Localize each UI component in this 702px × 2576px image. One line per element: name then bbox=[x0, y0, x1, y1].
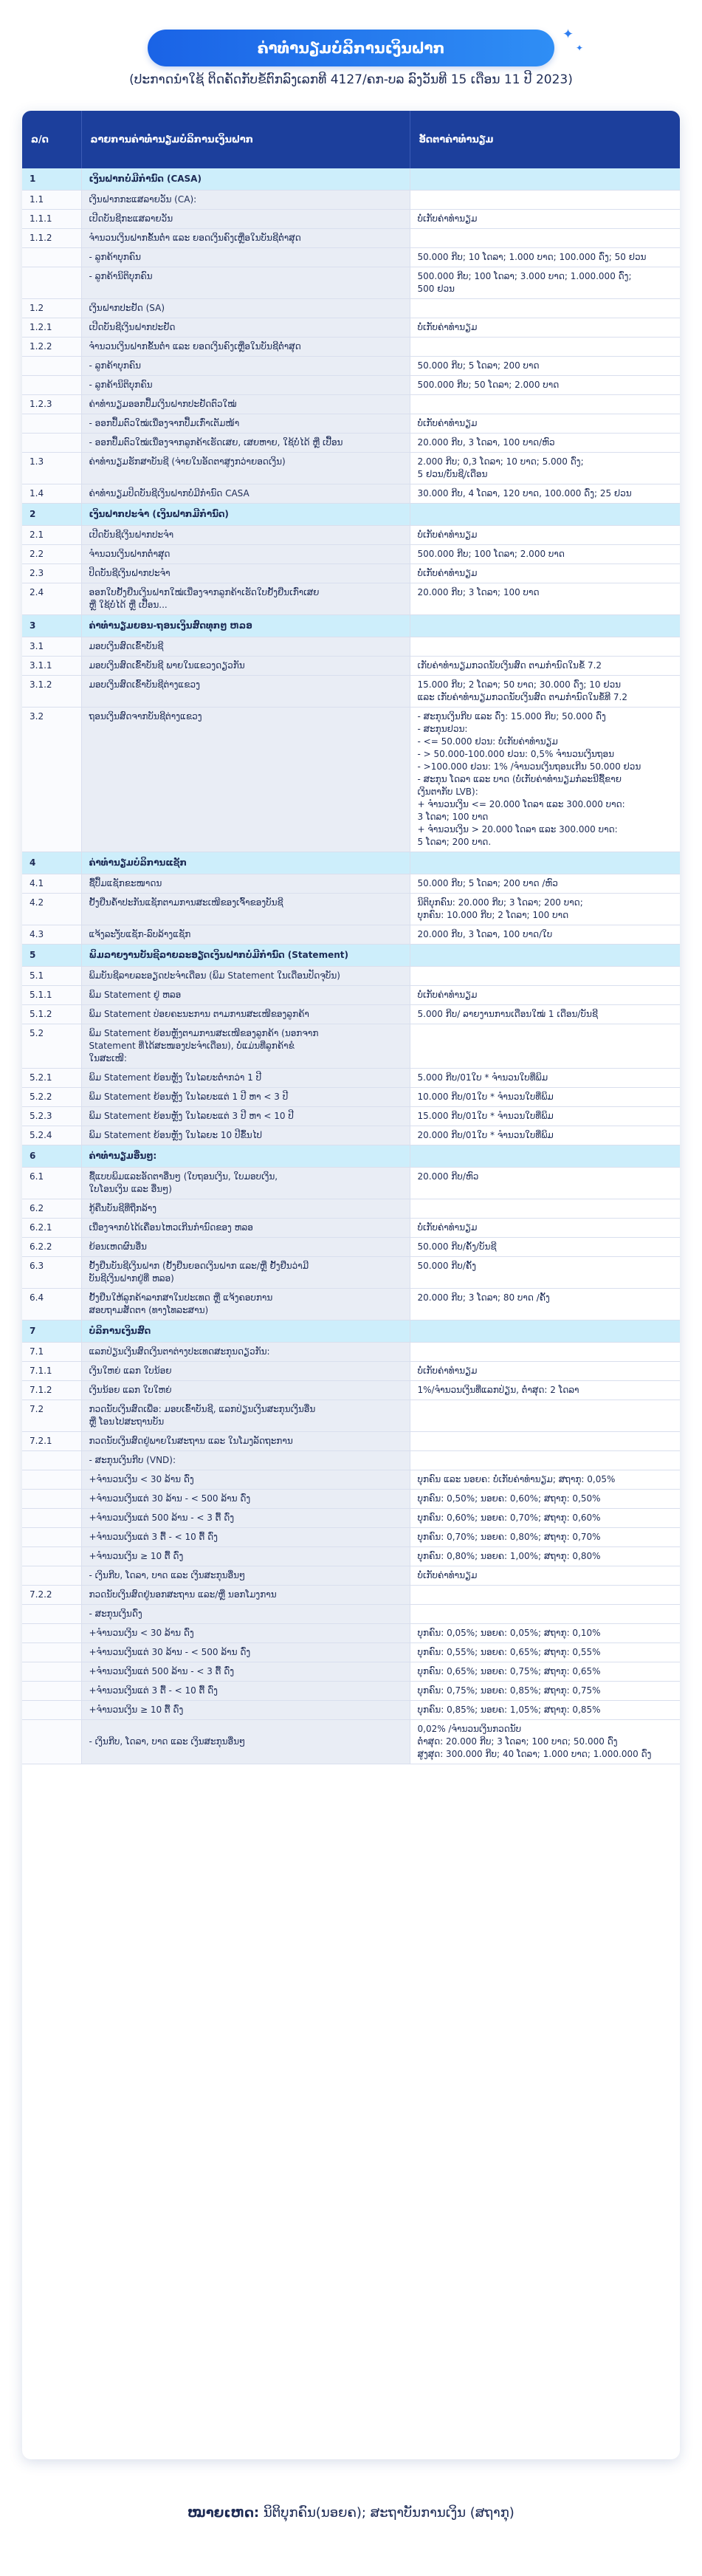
row-fee: ບໍ່ເກັບຄ່າທຳນຽມ bbox=[410, 986, 680, 1005]
row-fee bbox=[410, 1586, 680, 1605]
row-fee: ບຸກຄົນ: 0,70%; ນອຍຄ: 0,80%; ສຖາກຸ: 0,70% bbox=[410, 1528, 680, 1547]
row-number: 1.4 bbox=[22, 484, 81, 504]
table-row bbox=[22, 545, 680, 564]
row-number: 4.2 bbox=[22, 894, 81, 925]
column-header-fee: ອັດຕາຄ່າທຳນຽມ bbox=[410, 111, 680, 168]
table-row bbox=[22, 191, 680, 210]
table-row bbox=[22, 1257, 680, 1289]
table-header-row bbox=[22, 111, 680, 168]
table-row bbox=[22, 1126, 680, 1145]
row-item: +ຈຳນວນເງິນ ≥ 10 ຕື້ ດົ່ງ bbox=[81, 1701, 410, 1720]
row-item: - ອອກປຶ້ມຕົວໃໝ່ເນື່ອງຈາກລູກຄ້າເຮັດເສຍ, ເສຍຫາຍ, ໃຊ້ບໍ່ໄດ້ ຫຼື ເປື້ອນ bbox=[81, 434, 410, 453]
table-row bbox=[22, 1701, 680, 1720]
row-item: ຢັ້ງຢືນຄ້ຳປະກັນແຊັກຕາມການສະເໜີຂອງເຈົ້າຂອງບັນຊີ bbox=[81, 894, 410, 925]
row-fee bbox=[410, 1343, 680, 1362]
table-row bbox=[22, 1219, 680, 1238]
row-item: ເປີດບັນຊີກະແສລາຍວັນ bbox=[81, 210, 410, 229]
row-number: 4.3 bbox=[22, 925, 81, 945]
row-fee: 10.000 ກີບ/01ໃບ * ຈຳນວນໃບທີ່ພິມ bbox=[410, 1088, 680, 1107]
row-number: 7.1 bbox=[22, 1343, 81, 1362]
row-number bbox=[22, 1643, 81, 1662]
row-fee: ບຸກຄົນ: 0,60%; ນອຍຄ: 0,70%; ສຖາກຸ: 0,60% bbox=[410, 1509, 680, 1528]
row-number bbox=[22, 434, 81, 453]
row-number bbox=[22, 357, 81, 376]
table-row bbox=[22, 657, 680, 676]
footnote-text: ນິຕິບຸກຄົນ(ນອຍຄ); ສະຖາບັນການເງິນ (ສຖາກຸ) bbox=[259, 2505, 515, 2521]
row-fee: 15.000 ກີບ/01ໃບ * ຈຳນວນໃບທີ່ພິມ bbox=[410, 1107, 680, 1126]
table-row bbox=[22, 484, 680, 504]
row-fee: 5.000 ກີບ/01ໃບ * ຈຳນວນໃບທີ່ພິມ bbox=[410, 1069, 680, 1088]
row-number bbox=[22, 1451, 81, 1470]
row-number bbox=[22, 376, 81, 395]
table-row bbox=[22, 526, 680, 545]
row-number bbox=[22, 1470, 81, 1490]
table-row bbox=[22, 986, 680, 1005]
row-item: ປິດບັນຊີເງິນຝາກປະຈຳ bbox=[81, 564, 410, 583]
row-item: - ສະກຸນເງິນດົ່ງ bbox=[81, 1605, 410, 1624]
row-number: 1 bbox=[22, 168, 81, 191]
row-number: 6.3 bbox=[22, 1257, 81, 1289]
table-row bbox=[22, 1432, 680, 1451]
row-number: 3.1.1 bbox=[22, 657, 81, 676]
row-fee: 15.000 ກີບ; 2 ໂດລາ; 50 ບາດ; 30.000 ດົ່ງ; 10 ຢວນ ແລະ ເກັບຄ່າທຳນຽມກວດນັບເງິນສົດ ຕາມກຳນົດໃນຂໍ້ທີ 7.2 bbox=[410, 676, 680, 708]
row-item: +ຈຳນວນເງິນແຕ່ 500 ລ້ານ - < 3 ຕື້ ດົ່ງ bbox=[81, 1509, 410, 1528]
table-row bbox=[22, 1490, 680, 1509]
row-item: ເປີດບັນຊີເງິນຝາກປະຈຳ bbox=[81, 526, 410, 545]
row-fee bbox=[410, 338, 680, 357]
row-number: 5.1.2 bbox=[22, 1005, 81, 1024]
row-fee: ບຸກຄົນ: 0,85%; ນອຍຄ: 1,05%; ສຖາກຸ: 0,85% bbox=[410, 1701, 680, 1720]
footnote-label: ໝາຍເຫດ: bbox=[187, 2505, 260, 2521]
row-number bbox=[22, 1566, 81, 1586]
row-number bbox=[22, 1490, 81, 1509]
row-number: 7.1.2 bbox=[22, 1381, 81, 1400]
row-fee: ບໍ່ເກັບຄ່າທຳນຽມ bbox=[410, 564, 680, 583]
row-item: ພິມບັນຊີລາຍລະອຽດປະຈຳເດືອນ (ພິມ Statement ໃນເດືອນປັດຈຸບັນ) bbox=[81, 967, 410, 986]
table-row bbox=[22, 1624, 680, 1643]
table-row bbox=[22, 1470, 680, 1490]
row-item: ຈຳນວນເງິນຝາກຂັ້ນຕໍ່າ ແລະ ຍອດເງິນຄົງເຫຼືອໃນບັນຊີຕໍ່າສຸດ bbox=[81, 229, 410, 248]
table-row bbox=[22, 318, 680, 338]
table-row bbox=[22, 1509, 680, 1528]
row-number: 1.2 bbox=[22, 299, 81, 318]
row-fee: 20.000 ກີບ, 3 ໂດລາ, 100 ບາດ/ຫົວ bbox=[410, 434, 680, 453]
row-item: ຢັ້ງຢືນບັນຊີເງິນຝາກ (ຢັ້ງຢືນຍອດເງິນຝາກ ແລະ/ຫຼື ຢັ້ງຢືນວ່າມີ ບັນຊີເງິນຝາກຢູ່ທີ່ ຫລອ) bbox=[81, 1257, 410, 1289]
row-number bbox=[22, 414, 81, 434]
row-item: ເງິນໃຫຍ່ ແລກ ໃບນ້ອຍ bbox=[81, 1362, 410, 1381]
page-title-banner bbox=[148, 30, 554, 66]
table-row bbox=[22, 1381, 680, 1400]
row-item: +ຈຳນວນເງິນ < 30 ລ້ານ ດົ່ງ bbox=[81, 1470, 410, 1490]
row-fee: ບໍ່ເກັບຄ່າທຳນຽມ bbox=[410, 210, 680, 229]
row-item: +ຈຳນວນເງິນແຕ່ 30 ລ້ານ - < 500 ລ້ານ ດົ່ງ bbox=[81, 1490, 410, 1509]
section-row bbox=[22, 615, 680, 637]
table-row bbox=[22, 357, 680, 376]
row-item: ພິມ Statement ຍ້ອນຫຼັງ ໃນໄລຍະແຕ່ 3 ປີ ຫາ < 10 ປີ bbox=[81, 1107, 410, 1126]
row-fee bbox=[410, 1400, 680, 1432]
table-row bbox=[22, 1643, 680, 1662]
row-number: 2.2 bbox=[22, 545, 81, 564]
row-fee: 500.000 ກີບ; 100 ໂດລາ; 2.000 ບາດ bbox=[410, 545, 680, 564]
page-subtitle: (ປະກາດນຳໃຊ້ ຕິດຄັດກັບຂໍ້ຕົກລົງເລກທີ 4127/ຄກ-ບລ ລົງວັນທີ 15 ເດືອນ 11 ປີ 2023) bbox=[129, 72, 573, 87]
row-item: ກວດນັບເງິນສົດຢູ່ນອກສະຖານ ແລະ/ຫຼື ນອກໂມງການ bbox=[81, 1586, 410, 1605]
row-number: 3.1 bbox=[22, 637, 81, 657]
row-item: ເງິນຝາກກະແສລາຍວັນ (CA): bbox=[81, 191, 410, 210]
row-number: 7.1.1 bbox=[22, 1362, 81, 1381]
table-row bbox=[22, 395, 680, 414]
row-item: ພິມ Statement ຍ້ອນຫຼັງ ໃນໄລຍະແຕ່ 1 ປີ ຫາ < 3 ປີ bbox=[81, 1088, 410, 1107]
row-item: ເນື່ອງຈາກບໍ່ໄດ້ເຄື່ອນໄຫວເກີນກຳນົດຂອງ ຫລອ bbox=[81, 1219, 410, 1238]
table-row bbox=[22, 1024, 680, 1069]
row-fee: ບໍ່ເກັບຄ່າທຳນຽມ bbox=[410, 526, 680, 545]
table-row bbox=[22, 248, 680, 267]
row-item: ຄ່າທຳນຽມຮັກສາບັນຊີ (ຈ່າຍໃນອັດຕາສູງກວ່າຍອດເງິນ) bbox=[81, 453, 410, 484]
fee-table bbox=[22, 111, 680, 1764]
row-number: 3.1.2 bbox=[22, 676, 81, 708]
row-item: ຈຳນວນເງິນຝາກຕໍ່າສຸດ bbox=[81, 545, 410, 564]
table-row bbox=[22, 1168, 680, 1199]
table-row bbox=[22, 708, 680, 852]
row-item: - ລູກຄ້າບຸກຄົນ bbox=[81, 357, 410, 376]
row-number bbox=[22, 1720, 81, 1764]
row-number: 5.2 bbox=[22, 1024, 81, 1069]
row-fee: 500.000 ກີບ; 100 ໂດລາ; 3.000 ບາດ; 1.000.000 ດົ່ງ; 500 ຢວນ bbox=[410, 267, 680, 299]
row-item: ພິມ Statement ຍ້ອນຫຼັງ ໃນໄລຍະ 10 ປີຂຶ້ນໄປ bbox=[81, 1126, 410, 1145]
row-fee bbox=[410, 1432, 680, 1451]
row-item: ບໍລິການເງິນສົດ bbox=[81, 1320, 410, 1343]
row-fee: 0,02% /ຈຳນວນເງິນກວດນັບ ຕ່ຳສຸດ: 20.000 ກີບ; 3 ໂດລາ; 100 ບາດ; 50.000 ດົ່ງ ສູງສຸດ: 300.000 ກີບ; 40 ໂດລາ; 1.000 ບາດ; 1.000.000 ດົ່ງ bbox=[410, 1720, 680, 1764]
row-item: ແຈ້ງລະງັບແຊັກ-ລົບລ້າງແຊັກ bbox=[81, 925, 410, 945]
table-row bbox=[22, 376, 680, 395]
row-number: 6.2.1 bbox=[22, 1219, 81, 1238]
row-item: - ເງິນກີບ, ໂດລາ, ບາດ ແລະ ເງິນສະກຸນອື່ນໆ bbox=[81, 1566, 410, 1586]
row-fee: 50.000 ກີບ; 5 ໂດລາ; 200 ບາດ bbox=[410, 357, 680, 376]
row-fee bbox=[410, 299, 680, 318]
table-row bbox=[22, 676, 680, 708]
row-fee bbox=[410, 191, 680, 210]
row-item: - ອອກປຶ້ມຕົວໃໝ່ເນື່ອງຈາກປຶ້ມເກົ່າເຕັມໜ້າ bbox=[81, 414, 410, 434]
row-item: ກູ້ຄືນບັນຊີທີ່ຖືກລ້າງ bbox=[81, 1199, 410, 1219]
row-fee: ບຸກຄົນ: 0,55%; ນອຍຄ: 0,65%; ສຖາກຸ: 0,55% bbox=[410, 1643, 680, 1662]
table-row bbox=[22, 1005, 680, 1024]
table-row bbox=[22, 210, 680, 229]
row-number: 4.1 bbox=[22, 874, 81, 894]
row-number: 1.1.1 bbox=[22, 210, 81, 229]
row-fee: 30.000 ກີບ, 4 ໂດລາ, 120 ບາດ, 100.000 ດົ່ງ; 25 ຢວນ bbox=[410, 484, 680, 504]
row-item: ຄ່າທຳນຽມປິດບັນຊີເງິນຝາກບໍ່ມີກຳນົດ CASA bbox=[81, 484, 410, 504]
sparkle-icon-small: ✦ bbox=[576, 43, 584, 53]
row-fee bbox=[410, 852, 680, 874]
table-row bbox=[22, 1547, 680, 1566]
row-number bbox=[22, 267, 81, 299]
column-header-no: ລ/ດ bbox=[22, 111, 81, 168]
row-item: ມອບເງິນສົດເຂົ້າບັນຊີຕ່າງແຂວງ bbox=[81, 676, 410, 708]
row-fee: 50.000 ກີບ/ຄັ້ງ bbox=[410, 1257, 680, 1289]
row-fee: ບໍ່ເກັບຄ່າທຳນຽມ bbox=[410, 1362, 680, 1381]
row-item: +ຈຳນວນເງິນແຕ່ 30 ລ້ານ - < 500 ລ້ານ ດົ່ງ bbox=[81, 1643, 410, 1662]
row-number: 6.4 bbox=[22, 1289, 81, 1320]
table-row bbox=[22, 1682, 680, 1701]
row-number: 6.2 bbox=[22, 1199, 81, 1219]
section-row bbox=[22, 168, 680, 191]
row-item: ກວດນັບເງິນສົດເພື່ອ: ມອບເຂົ້າບັນຊີ, ແລກປ່ຽນເງິນສະກຸນເງິນອື່ນ ຫຼື ໂອນໄປສະຖານບັນ bbox=[81, 1400, 410, 1432]
row-fee: ບໍ່ເກັບຄ່າທຳນຽມ bbox=[410, 318, 680, 338]
row-item: ມອບເງິນສົດເຂົ້າບັນຊີ ພາຍໃນແຂວງດຽວກັນ bbox=[81, 657, 410, 676]
row-fee bbox=[410, 168, 680, 191]
row-item: ເງິນຝາກບໍ່ມີກຳນົດ (CASA) bbox=[81, 168, 410, 191]
table-row bbox=[22, 1720, 680, 1764]
row-fee: ເກັບຄ່າທຳນຽມກວດນັບເງິນສົດ ຕາມກຳນົດໃນຂໍ້ 7.2 bbox=[410, 657, 680, 676]
row-number: 1.2.2 bbox=[22, 338, 81, 357]
table-row bbox=[22, 299, 680, 318]
row-number: 6.1 bbox=[22, 1168, 81, 1199]
table-row bbox=[22, 1400, 680, 1432]
row-fee: ບໍ່ເກັບຄ່າທຳນຽມ bbox=[410, 414, 680, 434]
row-item: ພິມ Statement ຍ້ອນຫຼັງ ໃນໄລຍະຕໍ່າກວ່າ 1 ປີ bbox=[81, 1069, 410, 1088]
row-number: 2.4 bbox=[22, 583, 81, 615]
sparkle-icon: ✦ bbox=[562, 27, 574, 42]
row-number bbox=[22, 1662, 81, 1682]
section-row bbox=[22, 504, 680, 526]
row-fee: ບຸກຄົນ: 0,75%; ນອຍຄ: 0,85%; ສຖາກຸ: 0,75% bbox=[410, 1682, 680, 1701]
row-item: ຊື້ປຶ້ມແຊັກຂະໜາດນ bbox=[81, 874, 410, 894]
row-number bbox=[22, 1682, 81, 1701]
row-fee bbox=[410, 395, 680, 414]
table-row bbox=[22, 1566, 680, 1586]
row-fee: 1%/ຈຳນວນເງິນທີ່ແລກປ່ຽນ, ຕ່ຳສຸດ: 2 ໂດລາ bbox=[410, 1381, 680, 1400]
table-row bbox=[22, 1451, 680, 1470]
row-number: 1.1.2 bbox=[22, 229, 81, 248]
footnote bbox=[0, 2505, 702, 2521]
row-fee: ນິຕິບຸກຄົນ: 20.000 ກີບ; 3 ໂດລາ; 200 ບາດ; ບຸກຄົນ: 10.000 ກີບ; 2 ໂດລາ; 100 ບາດ bbox=[410, 894, 680, 925]
row-number: 5.1 bbox=[22, 967, 81, 986]
row-item: ອອກໃບຢັ້ງຢືນເງິນຝາກໃໝ່ເນື່ອງຈາກລູກຄ້າເຮັດໃບຢັ້ງຢືນເກົ່າເສຍ ຫຼື ໃຊ້ບໍ່ໄດ້ ຫຼື ເປື້ອນ... bbox=[81, 583, 410, 615]
row-number: 2.3 bbox=[22, 564, 81, 583]
table-row bbox=[22, 414, 680, 434]
row-item: ເງິນນ້ອຍ ແລກ ໃບໃຫຍ່ bbox=[81, 1381, 410, 1400]
row-fee: ບຸກຄົນ: 0,50%; ນອຍຄ: 0,60%; ສຖາກຸ: 0,50% bbox=[410, 1490, 680, 1509]
row-item: ຊື້ແບບພິມແລະອັດຕາອື່ນໆ (ໃບຖອນເງິນ, ໃບມອບເງິນ, ໃບໂອນເງິນ ແລະ ອື່ນໆ) bbox=[81, 1168, 410, 1199]
row-number bbox=[22, 1528, 81, 1547]
table-row bbox=[22, 1107, 680, 1126]
row-fee: ບຸກຄົນ: 0,65%; ນອຍຄ: 0,75%; ສຖາກຸ: 0,65% bbox=[410, 1662, 680, 1682]
row-item: +ຈຳນວນເງິນແຕ່ 3 ຕື້ - < 10 ຕື້ ດົ່ງ bbox=[81, 1528, 410, 1547]
row-item: ຖອນເງິນສົດຈາກບັນຊີຕ່າງແຂວງ bbox=[81, 708, 410, 852]
row-number bbox=[22, 1605, 81, 1624]
row-item: ຄ່າທຳນຽມຍອນ-ຖອນເງິນສົດທຸກໆ ຫລອ bbox=[81, 615, 410, 637]
row-number bbox=[22, 1509, 81, 1528]
row-item: ຄ່າທຳນຽມອື່ນໆ: bbox=[81, 1145, 410, 1168]
row-fee: 20.000 ກີບ/01ໃບ * ຈຳນວນໃບທີ່ພິມ bbox=[410, 1126, 680, 1145]
row-number: 3.2 bbox=[22, 708, 81, 852]
row-item: ມອບເງິນສົດເຂົ້າບັນຊີ bbox=[81, 637, 410, 657]
row-number: 6 bbox=[22, 1145, 81, 1168]
row-fee bbox=[410, 1320, 680, 1343]
fee-table-card bbox=[22, 111, 680, 2459]
table-row bbox=[22, 1088, 680, 1107]
table-row bbox=[22, 874, 680, 894]
row-fee bbox=[410, 1451, 680, 1470]
row-fee bbox=[410, 1199, 680, 1219]
row-fee: ບຸກຄົນ ແລະ ນອຍຄ: ບໍ່ເກັບຄ່າທຳນຽມ; ສຖາກຸ: 0,05% bbox=[410, 1470, 680, 1490]
row-item: +ຈຳນວນເງິນ < 30 ລ້ານ ດົ່ງ bbox=[81, 1624, 410, 1643]
row-item: +ຈຳນວນເງິນແຕ່ 500 ລ້ານ - < 3 ຕື້ ດົ່ງ bbox=[81, 1662, 410, 1682]
row-number: 7.2.1 bbox=[22, 1432, 81, 1451]
row-item: ພິມ Statement ຍ້ອນຫຼັງຕາມການສະເໜີຂອງລູກຄ້າ (ນອກຈາກ Statement ທີ່ໄດ້ສະໜອງປະຈຳເດືອນ), ບໍ່ແມ່ນທີ່ລູກຄ້າຂໍ ໃນສະເໜີ: bbox=[81, 1024, 410, 1069]
table-row bbox=[22, 434, 680, 453]
row-item: - ເງິນກີບ, ໂດລາ, ບາດ ແລະ ເງິນສະກຸນອື່ນໆ bbox=[81, 1720, 410, 1764]
row-number: 1.2.1 bbox=[22, 318, 81, 338]
row-number bbox=[22, 1547, 81, 1566]
row-fee: 50.000 ກີບ/ຄັ້ງ/ບັນຊີ bbox=[410, 1238, 680, 1257]
row-item: +ຈຳນວນເງິນແຕ່ 3 ຕື້ - < 10 ຕື້ ດົ່ງ bbox=[81, 1682, 410, 1701]
section-row bbox=[22, 852, 680, 874]
row-item: ເງິນຝາກປະຢັດ (SA) bbox=[81, 299, 410, 318]
row-fee bbox=[410, 615, 680, 637]
row-number: 5.1.1 bbox=[22, 986, 81, 1005]
row-fee: 50.000 ກີບ; 5 ໂດລາ; 200 ບາດ /ຫົວ bbox=[410, 874, 680, 894]
row-fee bbox=[410, 637, 680, 657]
row-fee bbox=[410, 1605, 680, 1624]
row-number: 5.2.2 bbox=[22, 1088, 81, 1107]
table-row bbox=[22, 1528, 680, 1547]
row-fee bbox=[410, 1145, 680, 1168]
row-fee: 50.000 ກີບ; 10 ໂດລາ; 1.000 ບາດ; 100.000 ດົ່ງ; 50 ຢວນ bbox=[410, 248, 680, 267]
row-number: 2 bbox=[22, 504, 81, 526]
row-number: 1.3 bbox=[22, 453, 81, 484]
row-fee: 20.000 ກີບ; 3 ໂດລາ; 100 ບາດ bbox=[410, 583, 680, 615]
row-number bbox=[22, 1701, 81, 1720]
table-row bbox=[22, 1069, 680, 1088]
row-number: 2.1 bbox=[22, 526, 81, 545]
row-number bbox=[22, 1624, 81, 1643]
table-row bbox=[22, 967, 680, 986]
page-title: ຄ່າທຳນຽມບໍລິການເງິນຝາກ bbox=[257, 39, 445, 57]
table-row bbox=[22, 1362, 680, 1381]
table-row bbox=[22, 1586, 680, 1605]
table-row bbox=[22, 925, 680, 945]
row-fee: ບໍ່ເກັບຄ່າທຳນຽມ bbox=[410, 1566, 680, 1586]
row-number: 1.1 bbox=[22, 191, 81, 210]
table-row bbox=[22, 894, 680, 925]
table-row bbox=[22, 564, 680, 583]
row-item: ພິມລາຍງານບັນຊີລາຍລະອຽດເງິນຝາກບໍ່ມີກຳນົດ (Statement) bbox=[81, 945, 410, 967]
row-item: ເປີດບັນຊີເງິນຝາກປະຢັດ bbox=[81, 318, 410, 338]
row-fee: 20.000 ກີບ, 3 ໂດລາ, 100 ບາດ/ໃບ bbox=[410, 925, 680, 945]
table-row bbox=[22, 1343, 680, 1362]
section-row bbox=[22, 1320, 680, 1343]
row-number: 5.2.1 bbox=[22, 1069, 81, 1088]
row-fee bbox=[410, 945, 680, 967]
row-item: ຈຳນວນເງິນຝາກຂັ້ນຕໍ່າ ແລະ ຍອດເງິນຄົງເຫຼືອໃນບັນຊີຕໍ່າສຸດ bbox=[81, 338, 410, 357]
table-row bbox=[22, 338, 680, 357]
table-row bbox=[22, 267, 680, 299]
row-fee: 20.000 ກີບ/ຫົວ bbox=[410, 1168, 680, 1199]
section-row bbox=[22, 945, 680, 967]
row-number: 1.2.3 bbox=[22, 395, 81, 414]
row-item: - ລູກຄ້າບຸກຄົນ bbox=[81, 248, 410, 267]
row-fee: 500.000 ກີບ; 50 ໂດລາ; 2.000 ບາດ bbox=[410, 376, 680, 395]
row-fee bbox=[410, 967, 680, 986]
row-item: ຄ່າທຳນຽມອອກປຶ້ມເງິນຝາກປະຢັດຕົວໃໝ່ bbox=[81, 395, 410, 414]
row-item: +ຈຳນວນເງິນ ≥ 10 ຕື້ ດົ່ງ bbox=[81, 1547, 410, 1566]
table-row bbox=[22, 1605, 680, 1624]
row-item: ພິມ Statement ປ່ອຍຄະນະການ ຕາມການສະເໜີຂອງລູກຄ້າ bbox=[81, 1005, 410, 1024]
table-row bbox=[22, 1289, 680, 1320]
row-fee bbox=[410, 1024, 680, 1069]
table-row bbox=[22, 1238, 680, 1257]
row-fee: ບຸກຄົນ: 0,05%; ນອຍຄ: 0,05%; ສຖາກຸ: 0,10% bbox=[410, 1624, 680, 1643]
row-fee: ບໍ່ເກັບຄ່າທຳນຽມ bbox=[410, 1219, 680, 1238]
row-fee: 2.000 ກີບ; 0,3 ໂດລາ; 10 ບາດ; 5.000 ດົ່ງ; 5 ຢວນ/ບັນຊີ/ເດືອນ bbox=[410, 453, 680, 484]
row-number: 7.2 bbox=[22, 1400, 81, 1432]
row-item: ຍ້ອນເຫດຜົນອື່ນ bbox=[81, 1238, 410, 1257]
row-item: - ລູກຄ້ານິຕິບຸກຄົນ bbox=[81, 376, 410, 395]
row-item: ກວດນັບເງິນສົດຢູ່ພາຍໃນສະຖານ ແລະ ໃນໂມງລັດຖະການ bbox=[81, 1432, 410, 1451]
row-fee: ບຸກຄົນ: 0,80%; ນອຍຄ: 1,00%; ສຖາກຸ: 0,80% bbox=[410, 1547, 680, 1566]
row-item: ຢັ້ງຢືນໃຫ້ລູກຄ້າລາກສາໃນປະເທດ ຫຼື ແຈ້ງຄອບການ ສອບຖາມສັດຕາ (ທາງໂທລະສານ) bbox=[81, 1289, 410, 1320]
row-fee bbox=[410, 504, 680, 526]
table-row bbox=[22, 1662, 680, 1682]
row-number: 7.2.2 bbox=[22, 1586, 81, 1605]
table-row bbox=[22, 229, 680, 248]
row-item: ຄ່າທຳນຽມບໍລິການແຊັກ bbox=[81, 852, 410, 874]
row-item: - ລູກຄ້ານິຕິບຸກຄົນ bbox=[81, 267, 410, 299]
section-row bbox=[22, 1145, 680, 1168]
table-row bbox=[22, 637, 680, 657]
row-fee: 5.000 ກີບ/ ລາຍງານການເດືອນໃໝ່ 1 ເດືອນ/ບັນຊີ bbox=[410, 1005, 680, 1024]
row-number: 5.2.4 bbox=[22, 1126, 81, 1145]
row-number: 6.2.2 bbox=[22, 1238, 81, 1257]
table-row bbox=[22, 1199, 680, 1219]
row-number: 7 bbox=[22, 1320, 81, 1343]
row-number: 3 bbox=[22, 615, 81, 637]
row-number: 5.2.3 bbox=[22, 1107, 81, 1126]
row-item: - ສະກຸນເງິນກີບ (VND): bbox=[81, 1451, 410, 1470]
table-row bbox=[22, 583, 680, 615]
row-fee: 20.000 ກີບ; 3 ໂດລາ; 80 ບາດ /ຄັ້ງ bbox=[410, 1289, 680, 1320]
row-item: ພິມ Statement ຢູ່ ຫລອ bbox=[81, 986, 410, 1005]
row-fee bbox=[410, 229, 680, 248]
row-item: ເງິນຝາກປະຈຳ (ເງິນຝາກມີກຳນົດ) bbox=[81, 504, 410, 526]
table-row bbox=[22, 453, 680, 484]
row-number bbox=[22, 248, 81, 267]
row-item: ແລກປ່ຽນເງິນສົດເງິນຕາຕ່າງປະເທດສະກຸນດຽວກັນ: bbox=[81, 1343, 410, 1362]
row-fee: - ສະກຸນເງິນກີບ ແລະ ດົ່ງ: 15.000 ກີບ; 50.000 ດົ່ງ - ສະກຸນຢວນ: - <= 50.000 ຢວນ: ບໍ່ເກັບຄ່າທຳນຽມ - > 50.000-100.000 ຢວນ: 0,5% ຈຳນວນເງິນຖອນ - >100.000 ຢວນ: 1% /ຈຳນວນເງິນຖອນເກີນ 50.000 ຢວນ - ສະກຸນ ໂດລາ ແລະ ບາດ (ບໍ່ເກັບຄ່າທຳນຽມກໍລະນີຊື້ຂາຍ ເງິນຕາກັບ LVB): + ຈຳນວນເງິນ <= 20.000 ໂດລາ ແລະ 300.000 ບາດ: 3 ໂດລາ; 100 ບາດ + ຈຳນວນເງິນ > 20.000 ໂດລາ ແລະ 300.000 ບາດ: 5 ໂດລາ; 200 ບາດ. bbox=[410, 708, 680, 852]
row-number: 5 bbox=[22, 945, 81, 967]
column-header-item: ລາຍການຄ່າທຳນຽມບໍລິການເງິນຝາກ bbox=[81, 111, 410, 168]
row-number: 4 bbox=[22, 852, 81, 874]
